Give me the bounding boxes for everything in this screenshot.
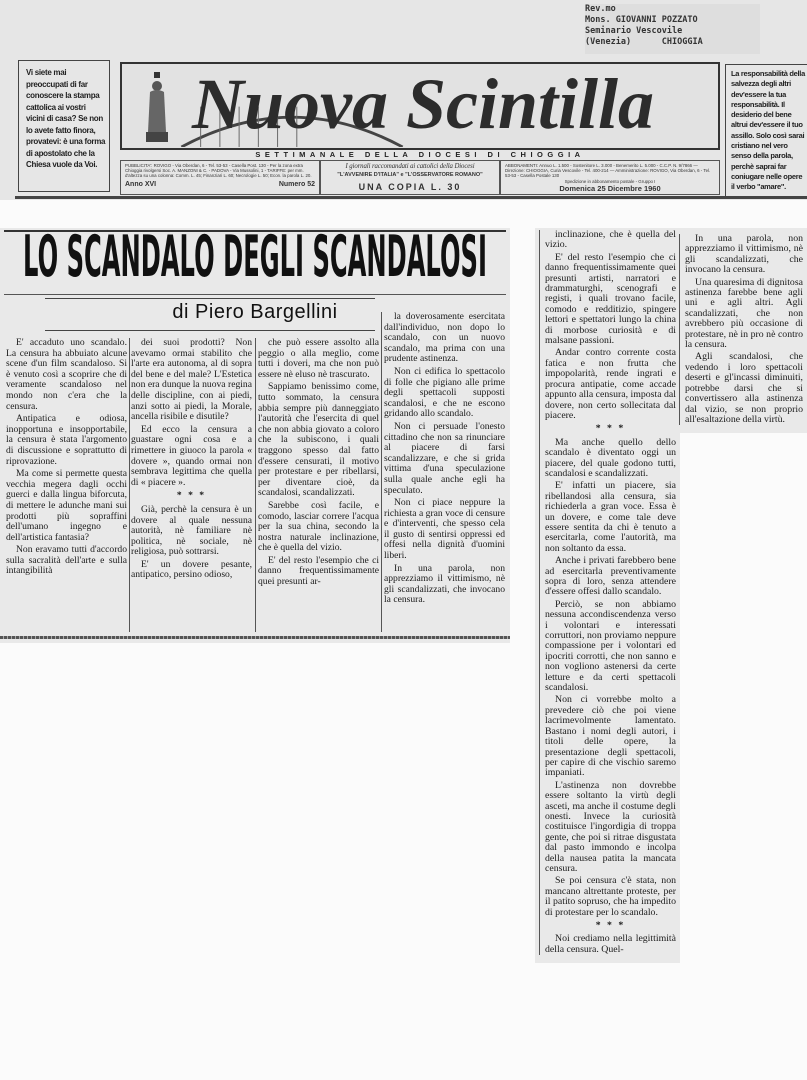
article-paragraph: che può essere assolto alla peggio o alla meglio, come tutti i doveri, ma che non può essere nè eluso nè trascurato. xyxy=(258,337,379,380)
article-column-2 xyxy=(131,338,252,583)
recommended-papers: "L'AVVENIRE D'ITALIA" e "L'OSSERVATORE ROMANO" xyxy=(337,172,483,178)
section-separator: * * * xyxy=(595,423,626,435)
article-column-4 xyxy=(384,312,505,608)
article-paragraph: E' accaduto uno scandalo. La censura ha abbuiato alcune scene d'un film scandaloso. Si è venuto così a scoprire che di veramente scandaloso nel mondo non c'era che la censura. xyxy=(6,337,127,412)
article-paragraph: Già, perchè la censura è un dovere al quale nessuna autorità, nè familiare nè politica, nè sociale, nè religiosa, può sottrarsi. xyxy=(131,503,252,558)
article-paragraph: Sarebbe così facile, e comodo, lasciar correre l'acqua per la sua china, secondo la nostra naturale inclinazione, che è quella del vizio. xyxy=(258,499,379,554)
column-divider xyxy=(255,338,256,632)
continuation-column xyxy=(539,230,676,955)
column-divider xyxy=(381,312,382,632)
stamp-line: Seminario Vescovile xyxy=(585,26,683,36)
article-paragraph: Perciò, se non abbiamo nessuna accondiscendenza verso i volontari e interessati corruttori, non proviamo neppure compassione per i volontari ed ipocriti corrotti, che non sanno e non vogliono astenersi da certe letture e da certi spettacoli scandalosi. xyxy=(545,598,676,694)
right-column xyxy=(679,234,803,425)
issue-number: Numero 52 xyxy=(278,181,315,188)
price: UNA COPIA L. 30 xyxy=(358,182,462,192)
stamp-line: (Venezia) CHIOGGIA xyxy=(585,37,703,47)
article-paragraph: E' del resto l'esempio che ci danno frequentissimamente quei presunti ar- xyxy=(258,554,379,588)
article-column-1 xyxy=(6,338,127,579)
article-paragraph: Non ci persuade l'onesto cittadino che non sa rinunciare al piacere di farsi scandalizzare, e che si grida vittima d'una speculazione sulla quale anche egli ha speculato. xyxy=(384,420,505,496)
article-paragraph: Non eravamo tutti d'accordo sulla sacralità dell'arte e sulla intangibilità xyxy=(6,544,127,577)
article-paragraph: Non ci edifica lo spettacolo di folle che pigiano alle prime degli spettacoli supposti scandalosi, e che ne escono gridando allo scandalo. xyxy=(384,365,505,420)
article-paragraph: la doverosamente esercitata dall'individuo, non dopo lo scandalo, con un nuovo scandalo, ma prima con una prudente astinenza. xyxy=(384,311,505,365)
section-separator: * * * xyxy=(176,490,207,502)
article-paragraph: Ma anche quello dello scandalo è diventato oggi un piacere, del quale godono tutti, scandalosi e scandalizzati. xyxy=(545,436,676,479)
article-paragraph: Se poi censura c'è stata, non mancano altrettante proteste, per il patito sopruso, che ha impedito di protestare per lo scandalo. xyxy=(545,875,676,918)
article-paragraph: Ed ecco la censura a guastare ogni cosa e a rimettere in giuoco la parola « dovere », quando ormai non sembrava legittima che quella di « piacere ». xyxy=(131,423,252,488)
article-paragraph: Non ci vorrebbe molto a prevedere ciò che poi viene lacrimevolmente lamentato. Bastano i nomi degli autori, i titoli delle opere, la presentazione degli spettacoli, per capire di che vischio saremo impaniati. xyxy=(545,694,676,779)
newspaper-masthead xyxy=(0,0,807,200)
title-banner xyxy=(120,62,720,150)
byline-rule-bottom xyxy=(45,330,375,331)
article-paragraph: Sappiamo benissimo come, tutto sommato, la censura abbia sempre più danneggiato l'autorità che l'esercita di quel che non abbia giovato a coloro che la subiscono, i quali traggono spesso dal fatto d'essere censurati, il motivo per protestare e per ribellarsi, per diventare cioè, da scandalosi, scandalizzati. xyxy=(258,381,379,499)
left-ear-box: Vi siete mai preoccupati di far conoscere la stampa cattolica ai vostri vicini di casa? Se non lo avete fatto finora, provatevi: è una forma di apostolato che la Chiesa vuole da Voi. xyxy=(18,60,110,192)
article-paragraph: Non ci piace neppure la richiesta a gran voce di censure e d'interventi, che spesso cela il gusto di sentirsi oppressi ed offesi nella dignità d'uomini liberi. xyxy=(384,497,505,562)
subscriptions-box xyxy=(500,160,720,195)
article-paragraph: Ma come si permette questa vecchia megera dagli occhi guerci e dalla lingua biforcuta, di mettere le adunche mani sui prodotti più sopraffini dell'umano ingegno e dell'artistica fantasia? xyxy=(6,468,127,543)
right-column-clipping xyxy=(676,228,807,433)
article-paragraph: Anche i privati farebbero bene ad esercitarla preventivamente sopra di loro, senza attendere d'essere offesi dallo scandalo. xyxy=(545,555,676,598)
right-ear-box: La responsabilità della salvezza degli altri dev'essere la tua responsabilità. Il desiderio del bene altrui dev'essere il tuo assillo. Solo così sarai cristiano nel vero senso della parola, perchè saprai far coniugare nelle opere il verbo "amare". xyxy=(725,64,807,197)
recommended-text: I giornali raccomandati ai cattolici della Diocesi xyxy=(345,163,475,170)
article-byline: di Piero Bargellini xyxy=(172,301,338,323)
madonna-statue-icon xyxy=(142,72,172,144)
article-paragraph: Agli scandalosi, che vedendo i loro spettacoli deserti e gl'incassi diminuiti, potrebbe darsi che si convertissero alla astinenza dal vizio, se non proprio all'esaltazione della virtù. xyxy=(685,351,803,425)
article-paragraph: In una parola, non apprezziamo il vittimismo, nè gli scandalizzati, che invocano la censura. xyxy=(384,562,505,606)
newspaper-logo: Nuova Scintilla xyxy=(192,64,655,144)
continuation-clipping xyxy=(535,228,680,963)
stamp-line: Mons. GIOVANNI POZZATO xyxy=(585,15,698,25)
stamp-line: Rev.mo xyxy=(585,4,616,14)
article-headline: LO SCANDALO DEGLI SCANDALOSI xyxy=(23,224,487,291)
column-divider xyxy=(129,338,130,632)
advertising-info: PUBBLICITA': ROVIGO - Via Oberdan, 6 - Tel. 53-53 - Casella Post. 130 - Per la zona extra Chioggia rivolgersi Soc. A. MANZONI & C. - PADOVA - Via Mussolini, 1 - TARIFFE: per mm. d'altezza su una colonna: Comm. L. 45; Finanziari L. 60; Necrologie L. 50; Econ. la parola L. 20. xyxy=(125,163,312,178)
byline-rule-top xyxy=(45,298,375,299)
recommended-papers-box xyxy=(320,160,500,195)
masthead-rule xyxy=(15,196,807,199)
subscriptions-info: ABBONAMENTI: Annuo L. 1.500 - Sostenitore L. 3.000 - Benemerito L. 5.000 - C.C.P. N. 9/7866 — Direzione: CHIOGGIA, Curia Vescovile - Tel. 400-214 — Amministrazione: ROVIGO, Via Oberdan, 6 - Tel. 53-53 - Casella Postale 130 xyxy=(505,163,711,178)
newspaper-subtitle: SETTIMANALE DELLA DIOCESI DI CHIOGGIA xyxy=(255,150,585,159)
article-paragraph: dei suoi prodotti? Non avevamo ormai stabilito che l'arte era autonoma, al di sopra del bene e del male? L'Estetica non era dunque la nuova regina delle discipline, con ai piedi, anzi sotto ai piedi, la Morale, ancella risibile e disutile? xyxy=(131,337,252,423)
article-paragraph: inclinazione, che è quella del vizio. xyxy=(545,229,676,251)
article-paragraph: Antipatica e odiosa, inopportuna e insopportabile, la censura è stata l'argomento di discussione e soprattutto di riprovazione. xyxy=(6,413,127,467)
postal-info: Spedizione in abbonamento postale - Gruppo I xyxy=(564,179,656,184)
article-paragraph: Andar contro corrente costa fatica e non frutta che impopolarità, rende ingrati e procura antipatie, come accade appunto alla censura, imposta dal dovere, non certo sollecitata dal piacere. xyxy=(545,347,676,421)
article-column-3 xyxy=(258,338,379,590)
article-paragraph: E' del resto l'esempio che ci danno frequentissimamente quei presunti artisti, narratori e drammaturghi, scenografi e registi, i quali trovano facile, comodo e redditizio, spingere lettori e spettatori lungo la china di morbose curiosità e di malsane passioni. xyxy=(545,251,676,347)
article-paragraph: E' un dovere pesante, antipatico, persino odioso, xyxy=(131,558,252,581)
article-paragraph: Una quaresima di dignitosa astinenza farebbe bene agli uni e agli altri. Agli scandalizzati, che non avrebbero più occasione di protestare, nè in pro nè contro la censura. xyxy=(685,276,803,351)
year-label: Anno XVI xyxy=(125,181,157,188)
issue-date: Domenica 25 Dicembre 1960 xyxy=(559,184,661,193)
address-stamp xyxy=(585,4,760,54)
article-paragraph: L'astinenza non dovrebbe essere soltanto la virtù degli asceti, ma anche il costume degli onesti. Invece la curiosità costituisce l'ingordigia di troppa gente, che poi si ritrae disgustata dal pasto immondo e incolpa della nausea patita la mancata censura. xyxy=(545,779,676,874)
article-paragraph: In una parola, non apprezziamo il vittimismo, nè gli scandalizzati, che invocano la censura. xyxy=(685,233,803,276)
article-clipping xyxy=(0,224,510,643)
article-bottom-rule xyxy=(0,636,510,639)
article-paragraph: Noi crediamo nella legittimità della censura. Quel- xyxy=(545,933,676,955)
article-paragraph: E' infatti un piacere, sia ribellandosi alla censura, sia richiederla a gran voce. Essa è un dovere, e come tale deve essere sentita da chi è tenuto a esercitarla, come l'autorità, ma non soltanto da essa. xyxy=(545,480,676,554)
advertising-box xyxy=(120,160,320,195)
section-separator: * * * xyxy=(595,920,626,931)
